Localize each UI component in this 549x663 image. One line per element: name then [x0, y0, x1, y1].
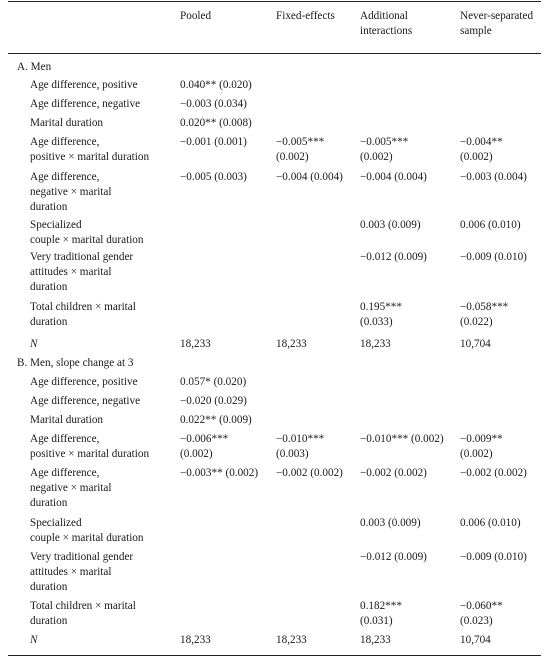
- row-label: [30, 599, 136, 629]
- estimate-cell-line: −0.004 (0.004): [276, 171, 343, 183]
- estimate-cell-line: 0.057* (0.020): [180, 376, 247, 388]
- row-label: [30, 97, 140, 112]
- estimate-cell-line: −0.002 (0.002): [276, 467, 343, 479]
- estimate-cell-line: −0.060**: [460, 600, 503, 612]
- row-label: [30, 633, 37, 648]
- row-label-line: duration: [30, 615, 68, 627]
- row-label-line: negative × marital: [30, 482, 112, 494]
- estimate-cell: [360, 337, 391, 352]
- estimate-cell: [360, 466, 427, 481]
- estimate-cell: [180, 633, 211, 648]
- row-label: [30, 116, 103, 131]
- estimate-cell-line: (0.003): [276, 448, 309, 460]
- estimate-cell: [180, 432, 228, 462]
- estimate-cell-line: (0.002): [460, 448, 493, 460]
- column-header-line: Never-separated: [460, 10, 534, 22]
- row-label-line: duration: [30, 316, 68, 328]
- row-label-line: Very traditional gender: [30, 251, 134, 263]
- row-label: [30, 516, 144, 546]
- row-label-line: Age difference, positive: [30, 79, 138, 91]
- estimate-cell-line: 18,233: [180, 338, 211, 350]
- row-label: [30, 432, 149, 462]
- estimate-cell: [360, 135, 408, 165]
- row-label-line: negative × marital: [30, 186, 112, 198]
- estimate-cell-line: −0.009**: [460, 433, 503, 445]
- row-label: [30, 466, 111, 511]
- estimate-cell-line: −0.002 (0.002): [460, 467, 527, 479]
- column-header-pooled: Pooled: [180, 10, 212, 22]
- section-title: A. Men: [17, 61, 52, 73]
- estimate-cell-line: 18,233: [360, 338, 391, 350]
- estimate-cell: [360, 300, 402, 330]
- estimate-cell: [180, 466, 258, 481]
- estimate-cell: [276, 633, 307, 648]
- column-header-line: interactions: [360, 25, 413, 37]
- estimate-cell-line: −0.005***: [276, 136, 325, 148]
- estimate-cell: [180, 116, 252, 131]
- estimate-cell-line: 18,233: [360, 634, 391, 646]
- estimate-cell-line: −0.004**: [460, 136, 503, 148]
- estimate-cell-line: −0.003** (0.002): [180, 467, 259, 479]
- row-label-line: couple × marital duration: [30, 234, 144, 246]
- estimate-cell: [460, 550, 527, 565]
- estimate-cell-line: −0.012 (0.009): [360, 251, 427, 263]
- row-label-line: Age difference, negative: [30, 98, 141, 110]
- row-label: [30, 337, 37, 352]
- estimate-cell-line: 0.022** (0.009): [180, 414, 252, 426]
- row-label-line: N: [30, 634, 38, 646]
- estimate-cell-line: −0.009 (0.010): [460, 251, 527, 263]
- estimate-cell-line: −0.005***: [360, 136, 409, 148]
- estimate-cell: [360, 599, 402, 629]
- row-label-line: Very traditional gender: [30, 551, 134, 563]
- row-label-line: Age difference,: [30, 467, 100, 479]
- estimate-cell: [276, 432, 324, 462]
- row-label-line: duration: [30, 281, 68, 293]
- estimate-cell: [180, 135, 247, 150]
- estimate-cell-line: −0.058***: [460, 301, 509, 313]
- row-label: [30, 413, 103, 428]
- row-label-line: Specialized: [30, 219, 82, 231]
- estimate-cell-line: −0.002 (0.002): [360, 467, 427, 479]
- column-header-additional-interactions: [360, 9, 412, 39]
- estimate-cell-line: 0.040** (0.020): [180, 79, 252, 91]
- estimate-cell: [360, 170, 427, 185]
- estimate-cell-line: (0.031): [360, 615, 393, 627]
- row-label: [30, 375, 138, 390]
- estimate-cell: [460, 516, 521, 531]
- estimate-cell: [276, 466, 343, 481]
- row-label: [30, 135, 149, 165]
- row-label: [30, 170, 111, 215]
- estimate-cell-line: 0.182***: [360, 600, 402, 612]
- estimate-cell: [180, 337, 211, 352]
- estimate-cell-line: −0.006***: [180, 433, 229, 445]
- estimate-cell-line: (0.023): [460, 615, 493, 627]
- column-header-line: sample: [460, 25, 492, 37]
- estimate-cell-line: −0.004 (0.004): [360, 171, 427, 183]
- row-label-line: Age difference,: [30, 171, 100, 183]
- estimate-cell-line: −0.001 (0.001): [180, 136, 247, 148]
- row-label-line: duration: [30, 581, 68, 593]
- row-label-line: Total children × marital: [30, 301, 136, 313]
- estimate-cell-line: 0.003 (0.009): [360, 517, 421, 529]
- estimate-cell-line: 0.006 (0.010): [460, 517, 521, 529]
- row-label-line: positive × marital duration: [30, 448, 150, 460]
- estimate-cell-line: −0.010***: [276, 433, 325, 445]
- estimate-cell-line: 18,233: [276, 634, 307, 646]
- row-label-line: duration: [30, 201, 68, 213]
- row-label-line: duration: [30, 497, 68, 509]
- estimate-cell-line: −0.003 (0.034): [180, 98, 247, 110]
- estimate-cell-line: (0.002): [360, 151, 393, 163]
- row-label-line: Age difference, positive: [30, 376, 138, 388]
- estimate-cell-line: (0.033): [360, 316, 393, 328]
- row-label: [30, 78, 138, 93]
- column-header-never-separated: [460, 9, 533, 39]
- estimate-cell: [460, 250, 527, 265]
- row-label: [30, 394, 140, 409]
- estimate-cell-line: −0.005 (0.003): [180, 171, 247, 183]
- estimate-cell-line: 0.020** (0.008): [180, 117, 252, 129]
- column-header-line: Additional: [360, 10, 408, 22]
- row-label-line: attitudes × marital: [30, 266, 112, 278]
- row-label-line: Age difference,: [30, 136, 100, 148]
- estimate-cell-line: 0.195***: [360, 301, 402, 313]
- row-label: [30, 218, 144, 248]
- estimate-cell: [460, 633, 491, 648]
- estimate-cell-line: 0.006 (0.010): [460, 219, 521, 231]
- estimate-cell: [460, 337, 491, 352]
- row-label-line: couple × marital duration: [30, 532, 144, 544]
- row-label: [30, 550, 133, 595]
- row-label-line: Marital duration: [30, 117, 104, 129]
- estimate-cell: [180, 375, 246, 390]
- estimate-cell: [460, 599, 503, 629]
- estimate-cell: [180, 78, 252, 93]
- estimate-cell: [460, 466, 527, 481]
- row-label-line: Marital duration: [30, 414, 104, 426]
- estimate-cell: [276, 135, 324, 165]
- estimate-cell: [180, 170, 247, 185]
- estimate-cell: [180, 413, 252, 428]
- estimate-cell-line: 10,704: [460, 338, 491, 350]
- row-label-line: positive × marital duration: [30, 151, 150, 163]
- row-label-line: Specialized: [30, 517, 82, 529]
- estimate-cell: [460, 300, 508, 330]
- column-header-fixed-effects: Fixed-effects: [276, 10, 335, 22]
- estimate-cell-line: −0.009 (0.010): [460, 551, 527, 563]
- estimate-cell: [276, 337, 307, 352]
- estimate-cell: [360, 633, 391, 648]
- estimate-cell: [180, 97, 247, 112]
- estimate-cell-line: −0.020 (0.029): [180, 395, 247, 407]
- estimate-cell: [360, 516, 421, 531]
- estimate-cell: [360, 550, 427, 565]
- row-label: [30, 250, 133, 295]
- top-rule: [8, 1, 541, 2]
- row-label-line: N: [30, 338, 38, 350]
- estimate-cell-line: −0.010*** (0.002): [360, 433, 444, 445]
- row-label: [30, 300, 136, 330]
- row-label-line: Age difference, negative: [30, 395, 141, 407]
- estimate-cell-line: 18,233: [276, 338, 307, 350]
- estimate-cell: [276, 170, 343, 185]
- estimate-cell-line: −0.012 (0.009): [360, 551, 427, 563]
- estimate-cell: [460, 135, 503, 165]
- estimate-cell: [360, 432, 444, 447]
- estimate-cell: [460, 218, 521, 233]
- row-label-line: attitudes × marital: [30, 566, 112, 578]
- estimate-cell-line: (0.002): [180, 448, 213, 460]
- estimate-cell-line: (0.002): [460, 151, 493, 163]
- estimate-cell: [460, 170, 527, 185]
- estimate-cell-line: −0.003 (0.004): [460, 171, 527, 183]
- row-label-line: Age difference,: [30, 433, 100, 445]
- estimate-cell-line: (0.022): [460, 316, 493, 328]
- header-rule: [8, 53, 541, 54]
- row-label-line: Total children × marital: [30, 600, 136, 612]
- bottom-rule: [8, 655, 541, 656]
- estimate-cell-line: (0.002): [276, 151, 309, 163]
- estimate-cell: [360, 218, 421, 233]
- estimate-cell: [180, 394, 247, 409]
- section-title: B. Men, slope change at 3: [17, 357, 134, 369]
- estimate-cell: [460, 432, 503, 462]
- estimate-cell-line: 0.003 (0.009): [360, 219, 421, 231]
- estimate-cell-line: 18,233: [180, 634, 211, 646]
- estimate-cell: [360, 250, 427, 265]
- estimate-cell-line: 10,704: [460, 634, 491, 646]
